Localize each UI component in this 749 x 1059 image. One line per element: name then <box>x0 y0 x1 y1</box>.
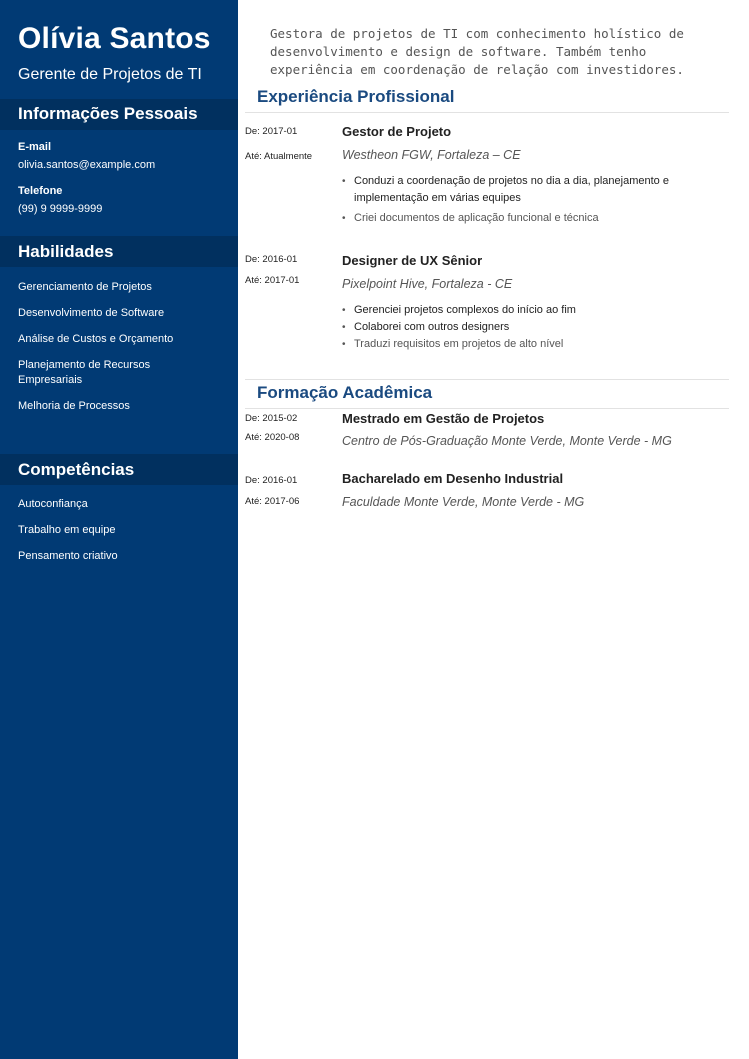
education-title: Mestrado em Gestão de Projetos <box>342 411 545 426</box>
education-divider <box>245 408 729 409</box>
education-heading: Formação Acadêmica <box>257 383 433 402</box>
email-value: olivia.santos@example.com <box>18 159 156 171</box>
job-bullet: • Traduzi requisitos em projetos de alto nível <box>342 336 702 353</box>
education-start-date: De: 2015-02 <box>245 413 298 424</box>
skills-heading: Habilidades <box>18 242 114 261</box>
job-company: Westheon FGW, Fortaleza – CE <box>342 148 521 162</box>
job-bullets <box>342 302 702 353</box>
job-company: Pixelpoint Hive, Fortaleza - CE <box>342 277 513 291</box>
skill-item: Melhoria de Processos <box>18 400 130 412</box>
competencies-list <box>18 497 218 564</box>
education-school: Faculdade Monte Verde, Monte Verde - MG <box>342 495 585 509</box>
competency-item: Pensamento criativo <box>18 550 118 562</box>
skills-list <box>18 280 218 414</box>
skill-item: Planejamento de Recursos Empresariais <box>18 359 151 386</box>
skill-item: Gerenciamento de Projetos <box>18 281 152 293</box>
skill-item: Análise de Custos e Orçamento <box>18 333 174 345</box>
candidate-role: Gerente de Projetos de TI <box>18 66 202 83</box>
job-end-date: Até: 2017-01 <box>245 275 300 286</box>
job-bullet: • Conduzi a coordenação de projetos no dia a dia, planejamento e implementação em várias equipes <box>342 173 672 207</box>
phone-value: (99) 9 9999-9999 <box>18 203 103 215</box>
job-start-date: De: 2016-01 <box>245 254 298 265</box>
email-label: E-mail <box>18 141 52 153</box>
job-end-date: Até: Atualmente <box>245 151 313 162</box>
job-title: Gestor de Projeto <box>342 124 452 139</box>
competency-item: Trabalho em equipe <box>18 524 116 536</box>
competencies-heading: Competências <box>18 460 135 479</box>
experience-heading: Experiência Profissional <box>257 87 455 106</box>
education-end-date: Até: 2017-06 <box>245 496 300 507</box>
job-bullet: • Gerenciei projetos complexos do início ao fim <box>342 302 702 319</box>
personal-info-heading: Informações Pessoais <box>18 104 198 123</box>
education-end-date: Até: 2020-08 <box>245 432 300 443</box>
job-bullet: • Colaborei com outros designers <box>342 319 702 336</box>
education-top-divider <box>245 379 729 380</box>
education-school: Centro de Pós-Graduação Monte Verde, Monte Verde - MG <box>342 434 672 448</box>
job-bullet: • Criei documentos de aplicação funcional e técnica <box>342 210 672 227</box>
phone-label: Telefone <box>18 185 63 197</box>
education-title: Bacharelado em Desenho Industrial <box>342 471 564 486</box>
skill-item: Desenvolvimento de Software <box>18 307 165 319</box>
competency-item: Autoconfiança <box>18 498 88 510</box>
job-title: Designer de UX Sênior <box>342 253 483 268</box>
job-bullets <box>342 173 672 227</box>
job-start-date: De: 2017-01 <box>245 126 298 137</box>
experience-divider <box>245 112 729 113</box>
profile-summary: Gestora de projetos de TI com conhecimento holístico de desenvolvimento e design de software. Também tenho experiência em coordenação de relação com investidores. <box>270 26 684 77</box>
sidebar <box>0 0 238 1059</box>
education-start-date: De: 2016-01 <box>245 475 298 486</box>
candidate-name: Olívia Santos <box>18 22 211 55</box>
